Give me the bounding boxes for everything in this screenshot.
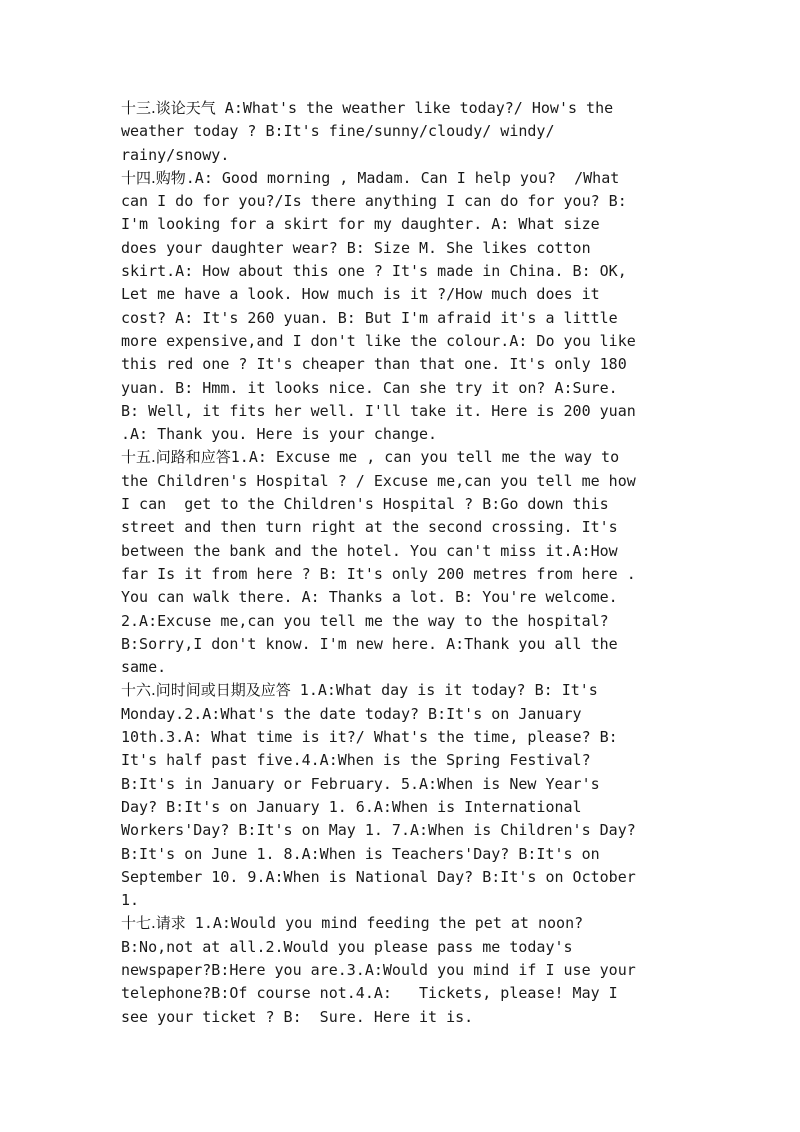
- text-line: 1.: [121, 891, 140, 910]
- text-line: skirt.A: How about this one ? It's made in China. B: OK,: [121, 262, 627, 281]
- text-line: Day? B:It's on January 1. 6.A:When is International: [121, 797, 582, 816]
- text-line: A:What's the weather like today?/ How's the: [215, 99, 614, 117]
- text-line: B:It's in January or February. 5.A:When is New Year's: [121, 774, 600, 793]
- text-line: this red one ? It's cheaper than that one. It's only 180: [121, 355, 627, 374]
- text-line: yuan. B: Hmm. it looks nice. Can she try it on? A:Sure.: [121, 378, 618, 397]
- text-line: Let me have a look. How much is it ?/How much does it: [121, 285, 600, 304]
- text-line: B: Well, it fits her well. I'll take it. Here is 200 yuan: [121, 401, 636, 420]
- text-line: You can walk there. A: Thanks a lot. B: You're welcome.: [121, 588, 618, 607]
- section-requests: [121, 912, 681, 1028]
- text-line: cost? A: It's 260 yuan. B: But I'm afraid it's a little: [121, 308, 618, 327]
- text-line: .A: Thank you. Here is your change.: [121, 425, 438, 444]
- text-line: same.: [121, 658, 167, 677]
- text-line: 1.A:Would you mind feeding the pet at noon?: [185, 914, 584, 933]
- text-line: September 10. 9.A:When is National Day? B:It's on October: [121, 867, 636, 886]
- text-line: the Children's Hospital ? / Excuse me,can you tell me how: [121, 471, 636, 490]
- section-time-date: [121, 679, 681, 912]
- text-line: 1.A: Excuse me , can you tell me the way to: [230, 448, 620, 467]
- text-line: Monday.2.A:What's the date today? B:It's on January: [121, 704, 582, 723]
- text-line: It's half past five.4.A:When is the Spring Festival?: [121, 751, 591, 770]
- text-line: telephone?B:Of course not.4.A: Tickets, please! May I: [121, 984, 618, 1003]
- text-line: B:No,not at all.2.Would you please pass me today's: [121, 937, 573, 956]
- text-line: rainy/snowy.: [121, 145, 230, 164]
- text-line: street and then turn right at the second crossing. It's: [121, 518, 618, 537]
- text-line: newspaper?B:Here you are.3.A:Would you mind if I use your: [121, 960, 636, 979]
- text-line: weather today ? B:It's fine/sunny/cloudy/ windy/: [121, 122, 555, 141]
- text-line: does your daughter wear? B: Size M. She likes cotton: [121, 238, 591, 257]
- text-line: 10th.3.A: What time is it?/ What's the time, please? B:: [121, 728, 618, 747]
- text-line: 2.A:Excuse me,can you tell me the way to the hospital?: [121, 611, 609, 630]
- section-heading: 十六.问时间或日期及应答: [121, 681, 291, 700]
- section-heading: 十四.购物: [121, 168, 186, 187]
- section-heading: 十三.谈论天气: [121, 99, 216, 117]
- text-line: between the bank and the hotel. You can't miss it.A:How: [121, 541, 618, 560]
- text-line: Workers'Day? B:It's on May 1. 7.A:When is Children's Day?: [121, 821, 636, 840]
- section-directions: [121, 446, 681, 679]
- section-heading: 十五.问路和应答: [121, 448, 231, 467]
- section-shopping: [121, 167, 681, 447]
- text-line: I can get to the Children's Hospital ? B:Go down this: [121, 495, 609, 514]
- section-weather: [121, 97, 681, 167]
- text-line: can I do for you?/Is there anything I can do for you? B:: [121, 192, 627, 211]
- section-heading: 十七.请求: [121, 914, 186, 933]
- text-line: 1.A:What day is it today? B: It's: [290, 681, 598, 700]
- text-line: see your ticket ? B: Sure. Here it is.: [121, 1007, 474, 1026]
- text-line: B:Sorry,I don't know. I'm new here. A:Thank you all the: [121, 634, 618, 653]
- text-line: far Is it from here ? B: It's only 200 metres from here .: [121, 564, 636, 583]
- text-line: B:It's on June 1. 8.A:When is Teachers'Day? B:It's on: [121, 844, 600, 863]
- text-line: I'm looking for a skirt for my daughter. A: What size: [121, 215, 600, 234]
- document-page: [121, 97, 681, 1029]
- text-line: more expensive,and I don't like the colour.A: Do you like: [121, 331, 636, 350]
- text-line: .A: Good morning , Madam. Can I help you? /What: [185, 168, 620, 187]
